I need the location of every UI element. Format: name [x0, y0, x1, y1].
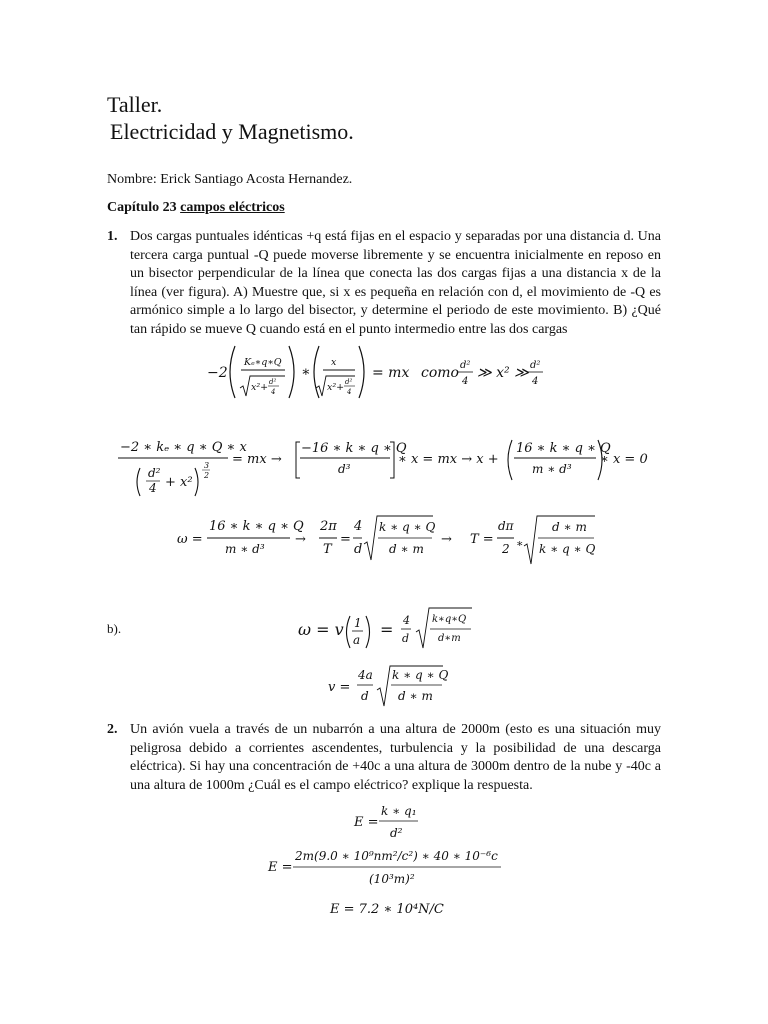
- e1-rhs: = mx: [372, 365, 410, 381]
- e1-cond-den-2: 4: [532, 376, 539, 387]
- b1-rad-den: d∗m: [438, 633, 461, 644]
- e1-x2-1: x²+: [251, 382, 269, 393]
- e1-four-2: 4: [347, 388, 352, 396]
- e1-lead: −2: [207, 365, 228, 381]
- p2b-lhs: E =: [268, 860, 293, 875]
- b1-paren-left: [347, 616, 351, 648]
- e1-d2-2: d²: [345, 378, 353, 386]
- equation-p2a: [352, 802, 432, 844]
- e3-T: T: [323, 542, 332, 557]
- e2-paren-num: 16 ∗ k ∗ q ∗ Q: [516, 441, 611, 456]
- problem-2-number: 2.: [107, 722, 118, 737]
- e2-step1: = mx →: [232, 452, 282, 467]
- e2-bracket-num: −16 ∗ k ∗ q ∗ Q: [301, 441, 407, 456]
- p2a-num: k ∗ q₁: [381, 804, 417, 818]
- e3-arrow1: →: [295, 532, 306, 547]
- e3-omega: ω =: [177, 532, 203, 547]
- e2-num: −2 ∗ kₑ ∗ q ∗ Q ∗ x: [120, 440, 247, 455]
- e3-rad2-num: d ∗ m: [552, 520, 587, 534]
- problem-2-text: Un avión vuela a través de un nubarrón a una altura de 2000m (esto es una situación muy peligrosa debido a corrientes ascendentes, turbulencia y la posibilidad de una descarga eléctrica). Si hay una concentración de +40c a una altura de 3000m dentro de la nube y -40c a una altura de 1000m ¿Cuál es el campo eléctrico? explique la respuesta.: [130, 722, 661, 793]
- b1-d: d: [402, 632, 410, 645]
- e3-num: 16 ∗ k ∗ q ∗ Q: [209, 519, 304, 534]
- e2-step2: ∗ x = mx → x +: [398, 452, 499, 467]
- p2a-den: d²: [390, 826, 403, 840]
- b1-lhs: ω = v: [298, 620, 344, 639]
- equation-b1: [296, 602, 486, 658]
- e3-eq: =: [340, 532, 351, 547]
- e1-cond-mid: ≫ x² ≫: [477, 365, 529, 381]
- e3-rad2-den: k ∗ q ∗ Q: [539, 542, 596, 556]
- b1-4: 4: [403, 614, 410, 627]
- b1-a: a: [353, 633, 361, 647]
- p2c-result: E = 7.2 ∗ 10⁴N/C: [330, 902, 444, 917]
- e2-tail: ∗ x = 0: [600, 452, 648, 467]
- e1-como: como: [421, 365, 459, 381]
- b1-one: 1: [354, 616, 362, 630]
- e2-bracket-left: [296, 442, 300, 478]
- b2-4a: 4a: [358, 668, 373, 682]
- e3-star: ∗: [516, 537, 524, 550]
- e1-cond-den: 4: [462, 376, 469, 387]
- e1-four-1: 4: [271, 388, 276, 396]
- e2-den-four: 4: [149, 481, 157, 495]
- b1-rad-num: k∗q∗Q: [432, 614, 467, 625]
- e3-d: d: [354, 542, 363, 557]
- chapter-prefix: Capítulo 23: [107, 200, 181, 215]
- e2-den-paren-right: [195, 468, 198, 496]
- title-subject: Electricidad y Magnetismo.: [110, 119, 354, 144]
- e3-rad-num: k ∗ q ∗ Q: [379, 520, 436, 534]
- e1-frac1-num: Kₑ∗q∗Q: [244, 357, 282, 368]
- e1-paren-right-1: [289, 346, 294, 398]
- e1-times: ∗: [301, 364, 311, 380]
- e2-paren-left: [508, 440, 512, 480]
- equation-2: [118, 432, 658, 498]
- e3-arrow2: →: [441, 532, 452, 547]
- b2-rad-den: d ∗ m: [398, 689, 433, 703]
- p2b-num: 2m(9.0 ∗ 10⁹nm²/c²) ∗ 40 ∗ 10⁻⁶c: [295, 849, 498, 863]
- problem-1-number: 1.: [107, 229, 118, 244]
- e1-paren-left-2: [314, 346, 319, 398]
- equation-p2b: [266, 846, 506, 888]
- p2a-lhs: E =: [354, 815, 379, 830]
- e3-4: 4: [354, 519, 363, 534]
- e1-d2-1: d²: [269, 378, 277, 386]
- e3-dpi: dπ: [498, 519, 514, 533]
- chapter-heading: [107, 200, 285, 216]
- title-taller: Taller.: [107, 92, 163, 117]
- e3-den: m ∗ d³: [225, 542, 265, 556]
- e2-den-d2: d²: [148, 466, 161, 480]
- b2-lhs: v =: [328, 680, 351, 695]
- equation-1: [205, 340, 575, 404]
- e3-2pi: 2π: [320, 519, 337, 534]
- b2-rad-num: k ∗ q ∗ Q: [392, 668, 449, 682]
- e3-2: 2: [502, 542, 510, 556]
- student-name: Nombre: Erick Santiago Acosta Hernandez.: [107, 172, 353, 187]
- equation-b2: [326, 662, 456, 710]
- e1-paren-right-2: [359, 346, 364, 398]
- equation-p2c: [328, 894, 468, 922]
- e1-cond-num-2: d²: [530, 360, 541, 371]
- e2-paren-den: m ∗ d³: [532, 462, 572, 476]
- part-b-label: b).: [107, 621, 122, 636]
- b1-eq: =: [380, 620, 394, 639]
- equation-3: [175, 512, 605, 568]
- e1-cond-num: d²: [460, 360, 471, 371]
- e1-paren-left-1: [230, 346, 235, 398]
- problem-1-text: Dos cargas puntuales idénticas +q está fijas en el espacio y separadas por una distancia d. Una tercera carga puntual -Q puede moverse libremente y se encuentra inicialmente en reposo en un bisector perpendicular de la línea que conecta las dos cargas fijas a una distancia x de la línea (ver figura). A) Muestre que, si x es pequeña en relación con d, el movimiento de -Q es armónico simple a lo largo del bisector, y determine el periodo de este movimiento. B) ¿Qué tan rápido se mueve Q cuando está en el punto intermedio entre las dos cargas: [130, 229, 661, 337]
- p2b-den: (10³m)²: [369, 872, 415, 886]
- e1-frac2-num: x: [331, 357, 337, 368]
- e2-den-paren-left: [137, 468, 140, 496]
- e2-exp-num: 3: [204, 461, 210, 470]
- e3-T-eq: T =: [470, 532, 494, 547]
- chapter-topic: campos eléctricos: [180, 200, 285, 215]
- b1-paren-right: [366, 616, 370, 648]
- e3-rad-den: d ∗ m: [389, 542, 424, 556]
- e2-exp-den: 2: [204, 471, 210, 480]
- e2-bracket-den: d³: [338, 462, 351, 476]
- e2-den-x2: + x²: [165, 475, 193, 490]
- e1-x2-2: x²+: [327, 382, 345, 393]
- b2-d: d: [361, 689, 369, 703]
